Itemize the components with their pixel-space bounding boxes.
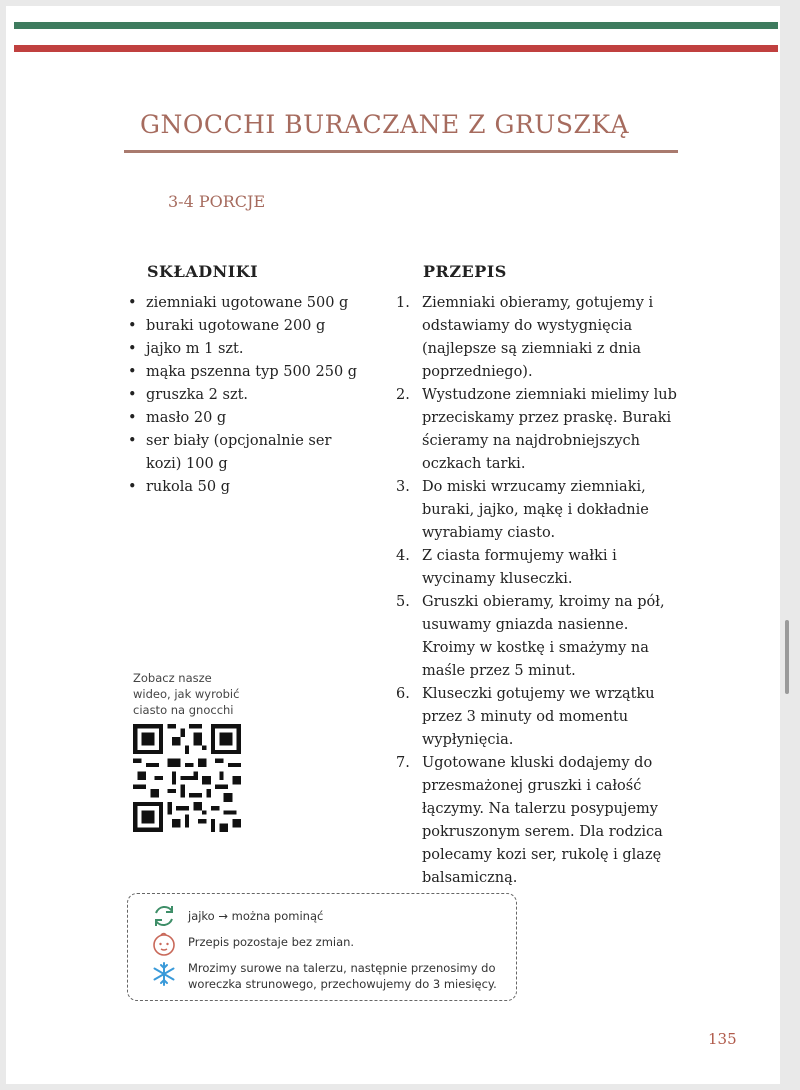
ingredient-item: • mąka pszenna typ 500 250 g xyxy=(124,361,364,384)
step-number: 4. xyxy=(396,548,410,564)
note-text: Przepis pozostaje bez zmian. xyxy=(188,935,355,949)
snowflake-icon xyxy=(150,960,178,988)
ingredients-list xyxy=(124,292,364,499)
step-text: Wystudzone ziemniaki mielimy lub przeciskamy przez praskę. Buraki ścieramy na najdrobniejszych oczkach tarki. xyxy=(422,387,677,472)
ingredients-heading: SKŁADNIKI xyxy=(147,262,259,281)
step-number: 6. xyxy=(396,686,410,702)
recipe-step xyxy=(396,292,678,384)
baby-face-icon xyxy=(150,930,178,958)
recipe-title: GNOCCHI BURACZANE Z GRUSZKĄ xyxy=(140,110,630,139)
recipe-step xyxy=(396,683,678,752)
note-text: Mrozimy surowe na talerzu, następnie przenosimy do woreczka strunowego, przechowujemy do 3 miesięcy. xyxy=(188,961,497,991)
step-number: 3. xyxy=(396,479,410,495)
title-divider xyxy=(124,150,678,153)
scrollbar[interactable] xyxy=(785,620,789,694)
step-number: 7. xyxy=(396,755,410,771)
step-number: 2. xyxy=(396,387,410,403)
qr-code-icon[interactable] xyxy=(133,724,241,832)
ingredient-item: • ser biały (opcjonalnie ser kozi) 100 g xyxy=(124,430,364,476)
step-text: Z ciasta formujemy wałki i wycinamy kluseczki. xyxy=(422,548,617,587)
step-number: 1. xyxy=(396,295,410,311)
ingredient-item: • gruszka 2 szt. xyxy=(124,384,364,407)
recipe-step xyxy=(396,545,678,591)
recipe-step xyxy=(396,591,678,683)
notes-box xyxy=(127,893,517,1001)
ingredient-item: • rukola 50 g xyxy=(124,476,364,499)
recipe-step xyxy=(396,384,678,476)
qr-caption: Zobacz nasze wideo, jak wyrobić ciasto na gnocchi xyxy=(133,671,240,717)
step-text: Kluseczki gotujemy we wrzątku przez 3 minuty od momentu wypłynięcia. xyxy=(422,686,655,748)
recipe-step xyxy=(396,752,678,890)
page-number: 135 xyxy=(708,1030,737,1048)
ingredient-item: • masło 20 g xyxy=(124,407,364,430)
green-stripe xyxy=(14,22,778,29)
red-stripe xyxy=(14,45,778,52)
swap-cycle-icon xyxy=(150,902,178,930)
step-text: Ziemniaki obieramy, gotujemy i odstawiamy do wystygnięcia (najlepsze są ziemniaki z dnia poprzedniego). xyxy=(422,295,654,380)
portions-label: 3-4 PORCJE xyxy=(168,192,266,211)
recipe-step xyxy=(396,476,678,545)
step-text: Ugotowane kluski dodajemy do przesmażonej gruszki i całość łączymy. Na talerzu posypujemy pokruszonym serem. Dla rodzica polecamy kozi ser, rukolę i glazę balsamiczną. xyxy=(422,755,663,886)
ingredient-item: • jajko m 1 szt. xyxy=(124,338,364,361)
ingredient-item: • buraki ugotowane 200 g xyxy=(124,315,364,338)
note-text: jajko → można pominąć xyxy=(188,909,324,923)
step-text: Gruszki obieramy, kroimy na pół, usuwamy gniazda nasienne. Kroimy w kostkę i smażymy na maśle przez 5 minut. xyxy=(422,594,665,679)
ingredient-item: • ziemniaki ugotowane 500 g xyxy=(124,292,364,315)
step-text: Do miski wrzucamy ziemniaki, buraki, jajko, mąkę i dokładnie wyrabiamy ciasto. xyxy=(422,479,649,541)
recipe-heading: PRZEPIS xyxy=(423,262,507,281)
recipe-steps xyxy=(396,292,678,890)
step-number: 5. xyxy=(396,594,410,610)
